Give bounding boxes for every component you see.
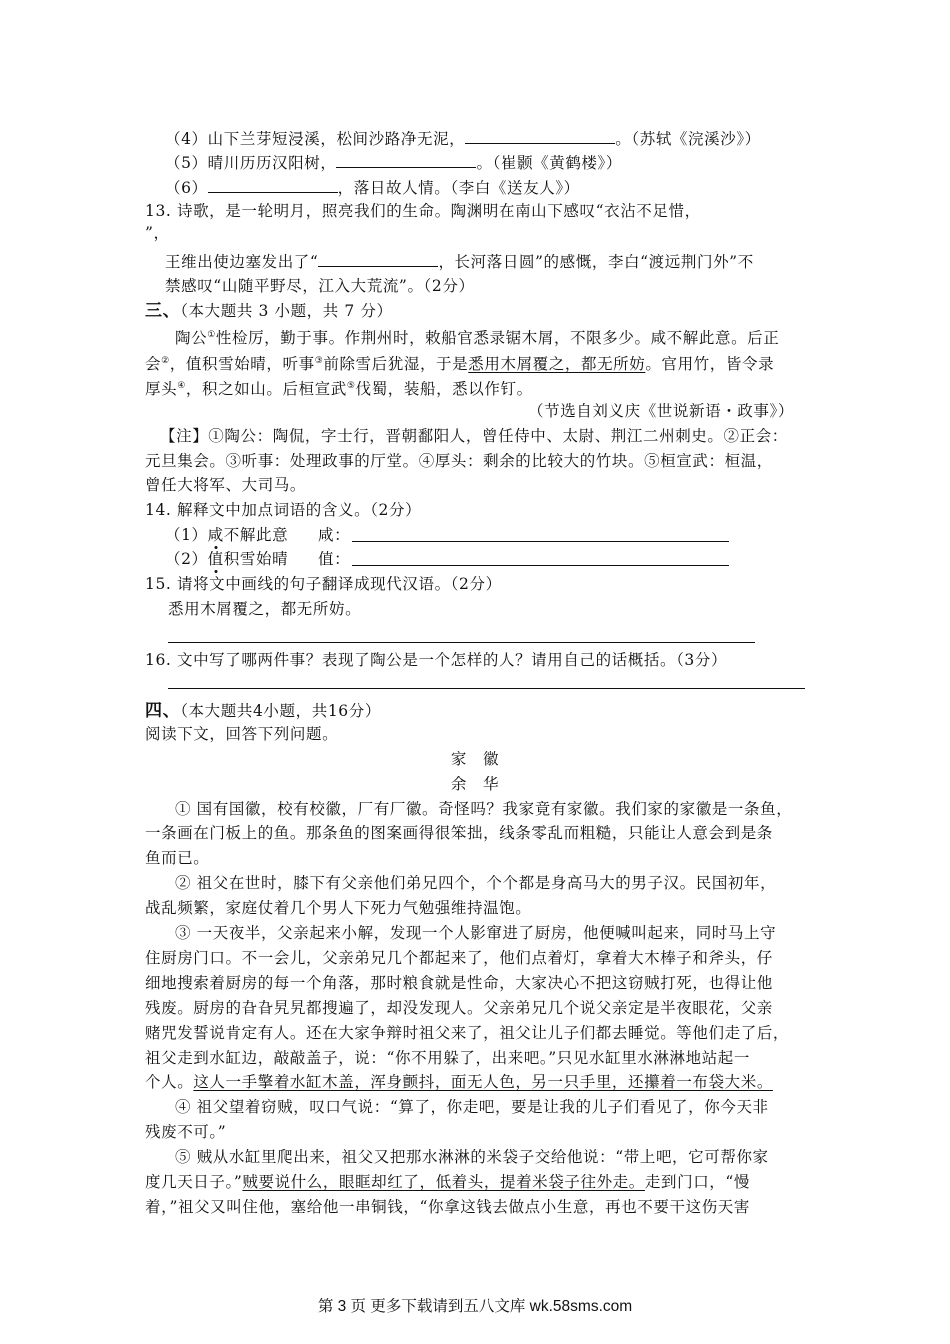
para3-line7: 个人。这人一手擎着水缸木盖，浑身颤抖，面无人色，另一只手里，还攥着一布袋大米。 <box>145 1073 773 1091</box>
section3-heading: 三、（本大题共 3 小题，共 7 分） <box>145 301 393 321</box>
para3-line2: 住厨房门口。不一会儿，父亲弟兄几个都起来了，他们点着灯，拿着大木棒子和斧头，仔 <box>145 949 773 967</box>
article-author: 余 华 <box>450 775 500 793</box>
note-line1: 【注】①陶公：陶侃，字士行，晋朝鄱阳人，曾任侍中、太尉、荆江二州刺史。②正会： <box>160 427 788 445</box>
answer-line[interactable] <box>352 541 729 542</box>
answer-blank[interactable] <box>208 177 338 193</box>
underlined-sentence: 悉用木屑覆之，都无所妨 <box>468 355 646 373</box>
answer-blank[interactable] <box>336 152 476 168</box>
para1-line1: ① 国有国徽，校有校徽，厂有厂徽。奇怪吗？我家竟有家徽。我们家的家徽是一条鱼， <box>175 800 793 818</box>
q13-line4: 禁感叹“山随平野尽，江入大荒流”。（2分） <box>165 277 475 295</box>
text-source: （节选自刘义庆《世说新语・政事》） <box>528 402 794 420</box>
para3-line6: 祖父走到水缸边，敲敲盖子，说：“你不用躲了，出来吧。”只见水缸里水淋淋地站起一 <box>145 1049 751 1067</box>
q14-stem: 14. 解释文中加点词语的含义。（2分） <box>145 501 422 519</box>
para5-line2: 度几天日子。”贼要说什么，眼眶却红了，低着头，提着米袋子往外走。走到门口，“慢 <box>145 1173 751 1191</box>
para1-line3: 鱼而已。 <box>145 849 210 867</box>
answer-blank[interactable] <box>465 128 615 144</box>
q14-label2: 值： <box>318 550 351 568</box>
q13-line1: 13. 诗歌，是一轮明月，照亮我们的生命。陶渊明在南山下感叹“衣沾不足惜， <box>145 202 701 220</box>
section4-instruction: 阅读下文，回答下列问题。 <box>145 725 339 743</box>
classical-text-line1: 陶公①性检厉，勤于事。作荆州时，敕船官悉录锯木屑，不限多少。咸不解此意。后正 <box>175 329 780 347</box>
poetry-q4: （4）山下兰芽短浸溪，松间沙路净无泥， 。（苏轼《浣溪沙》） <box>165 130 761 148</box>
para3-line4: 残废。厨房的旮旮旯旯都搜遍了，却没发现人。父亲弟兄几个说父亲定是半夜眼花，父亲 <box>145 999 773 1017</box>
answer-line[interactable] <box>168 642 755 643</box>
para2-line2: 战乱频繁，家庭仗着几个男人下死力气勉强维持温饱。 <box>145 899 532 917</box>
q13-line2: ”， <box>145 224 170 242</box>
q14-item2: （2）值积雪始晴 <box>165 550 289 568</box>
answer-line[interactable] <box>352 565 729 566</box>
para4-line2: 残废不可。” <box>145 1123 227 1141</box>
section4-heading: 四、（本大题共4小题，共16分） <box>145 701 381 721</box>
note-line2: 元旦集会。③听事：处理政事的厅堂。④厚头：剩余的比较大的竹块。⑤桓宣武：桓温， <box>145 452 773 470</box>
answer-blank[interactable] <box>318 251 438 267</box>
poetry-q5: （5）晴川历历汉阳树， 。（崔颢《黄鹤楼》） <box>165 154 622 172</box>
poetry-q6: （6） ，落日故人情。（李白《送友人》） <box>165 179 580 197</box>
underlined-sentence: 这人一手擎着水缸木盖，浑身颤抖，面无人色，另一只手里，还攥着一布袋大米。 <box>193 1073 773 1091</box>
para2-line1: ② 祖父在世时，膝下有父亲他们弟兄四个，个个都是身高马大的男子汉。民国初年， <box>175 874 777 892</box>
para3-line5: 赌咒发誓说肯定有人。还在大家争辩时祖父来了，祖父让儿子们都去睡觉。等他们走了后， <box>145 1024 790 1042</box>
page-footer: 第 3 页 更多下载请到五八文库 wk.58sms.com <box>317 1298 633 1315</box>
q16-stem: 16. 文中写了哪两件事？表现了陶公是一个怎样的人？请用自己的话概括。（3分） <box>145 651 728 669</box>
para5-line1: ⑤ 贼从水缸里爬出来，祖父又把那水淋淋的米袋子交给他说：“带上吧，它可帮你家 <box>175 1148 769 1166</box>
para3-line1: ③ 一天夜半，父亲起来小解，发现一个人影窜进了厨房，他便喊叫起来，同时马上守 <box>175 924 777 942</box>
para5-line3: 着，”祖父又叫住他，塞给他一串铜钱，“你拿这钱去做点小生意，再也不要干这伤天害 <box>145 1198 751 1216</box>
q14-label1: 咸： <box>318 526 351 544</box>
article-title: 家 徽 <box>450 750 500 768</box>
note-line3: 曾任大将军、大司马。 <box>145 476 307 494</box>
para1-line2: 一条画在门板上的鱼。那条鱼的图案画得很笨拙，线条零乱而粗糙，只能让人意会到是条 <box>145 824 773 842</box>
para3-line3: 细地搜索着厨房的每一个角落，那时粮食就是性命，大家决心不把这窃贼打死，也得让他 <box>145 974 773 992</box>
q15-sentence: 悉用木屑覆之，都无所妨。 <box>168 600 362 618</box>
q15-stem: 15. 请将文中画线的句子翻译成现代汉语。（2分） <box>145 575 502 593</box>
para4-line1: ④ 祖父望着窃贼，叹口气说：“算了，你走吧，要是让我的儿子们看见了，你今天非 <box>175 1098 769 1116</box>
answer-line[interactable] <box>168 688 805 689</box>
underlined-sentence: 贼要说什么，眼眶却红了，低着头，提着米袋子往外走。 <box>242 1173 645 1191</box>
classical-text-line3: 厚头④，积之如山。后桓宣武⑤伐蜀，装船，悉以作钉。 <box>145 380 533 398</box>
classical-text-line2: 会②，值积雪始晴，听事③前除雪后犹湿，于是悉用木屑覆之，都无所妨。官用竹，皆令录 <box>145 355 775 373</box>
q13-line3: 王维出使边塞发出了“ ，长河落日圆”的感慨，李白“渡远荆门外”不 <box>165 253 754 271</box>
q14-item1: （1）咸不解此意 <box>165 526 289 544</box>
